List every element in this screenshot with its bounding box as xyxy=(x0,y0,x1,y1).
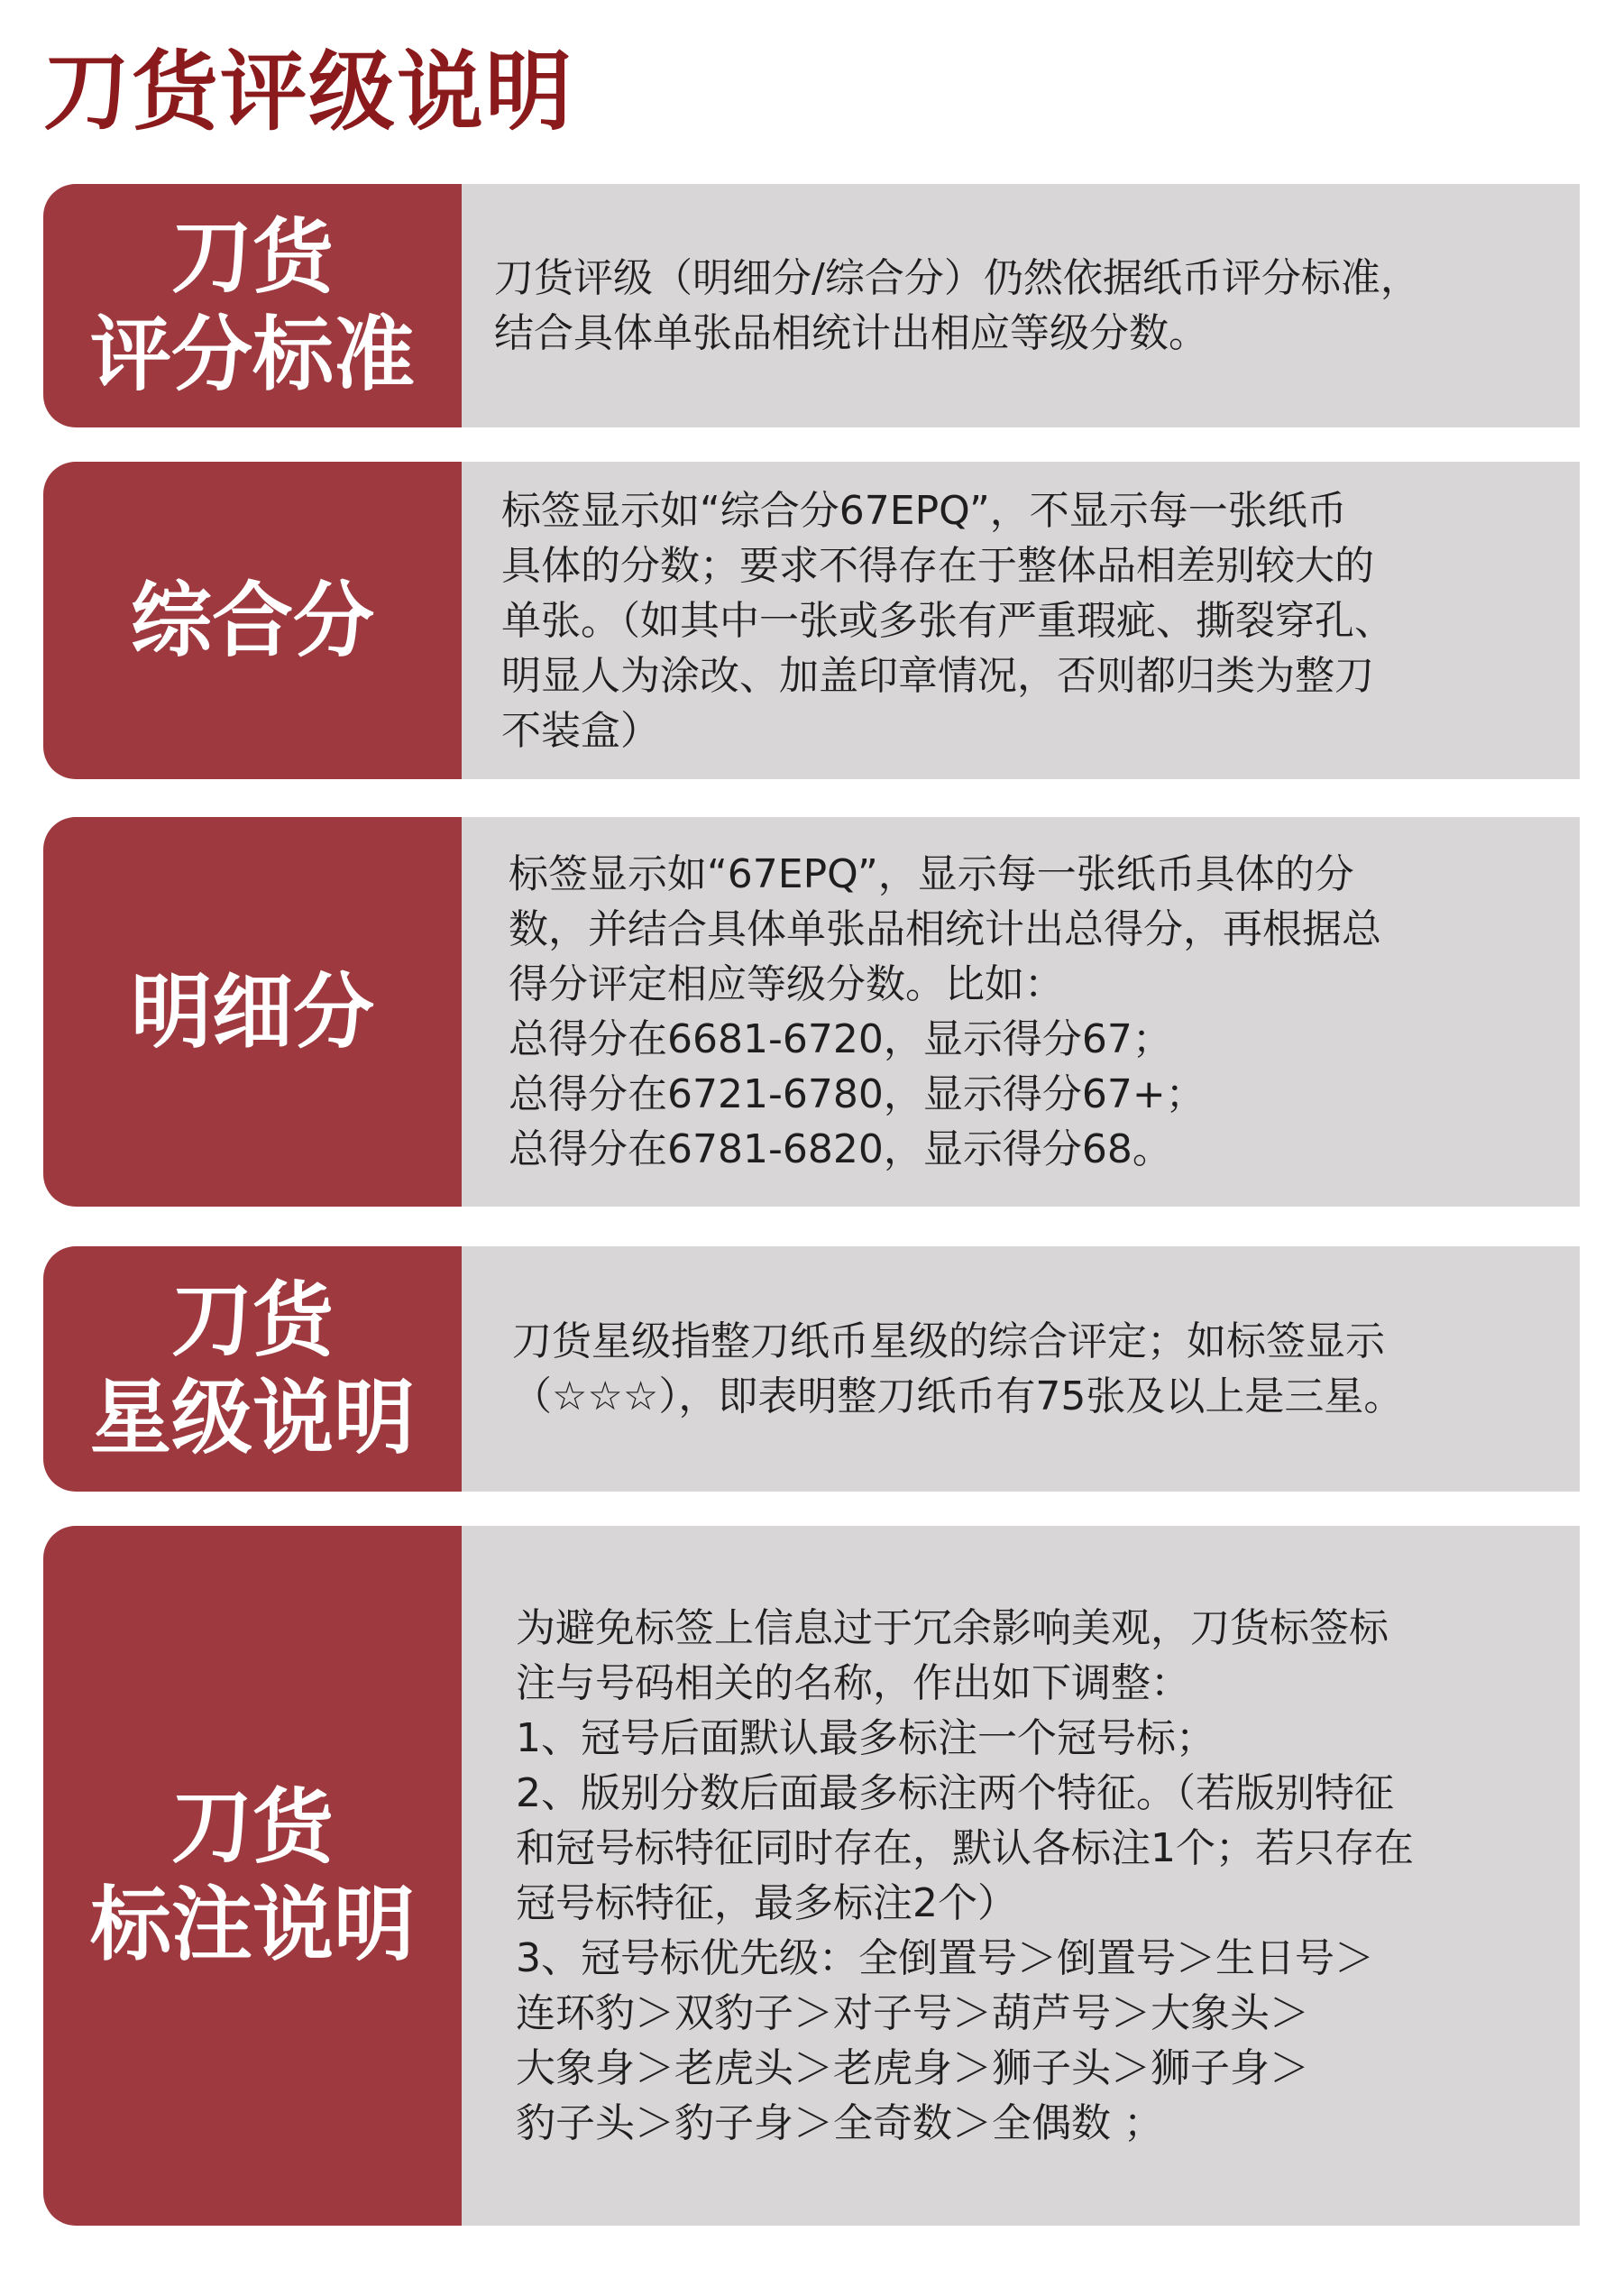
section-label xyxy=(43,1246,462,1492)
content-line: 豹子头＞豹子身＞全奇数＞全偶数 ； xyxy=(516,2100,1163,2146)
section-label-line: 星级说明 xyxy=(90,1370,415,1465)
section-label xyxy=(43,462,462,779)
content-line: 连环豹＞双豹子＞对子号＞葫芦号＞大象头＞ xyxy=(516,1990,1309,2036)
section-composite-score xyxy=(43,462,1580,779)
content-line: 标签显示如“67EPQ”，显示每一张纸币具体的分 xyxy=(509,851,1354,897)
content-line: 1、冠号后面默认最多标注一个冠号标； xyxy=(516,1715,1215,1761)
section-content xyxy=(462,1526,1580,2226)
page-title: 刀货评级说明 xyxy=(43,41,573,142)
content-line: 标签显示如“综合分67EPQ”，不显示每一张纸币 xyxy=(501,487,1347,534)
content-line: 大象身＞老虎头＞老虎身＞狮子头＞狮子身＞ xyxy=(516,2045,1309,2091)
content-line: 刀货评级（明细分/综合分）仍然依据纸币评分标准， xyxy=(494,255,1420,301)
section-label-line: 刀货 xyxy=(171,1779,334,1875)
section-detail-score xyxy=(43,817,1580,1207)
section-label-line: 综合分 xyxy=(131,573,374,668)
content-line: 总得分在6681-6720，显示得分67； xyxy=(509,1016,1172,1062)
content-line: 具体的分数；要求不得存在于整体品相差别较大的 xyxy=(501,542,1374,589)
section-label-line: 评分标准 xyxy=(90,307,415,402)
content-line: 得分评定相应等级分数。比如： xyxy=(509,961,1064,1007)
section-label-line: 明细分 xyxy=(131,964,374,1060)
content-line: 明显人为涂改、加盖印章情况，否则都归类为整刀 xyxy=(501,652,1374,699)
content-line: 总得分在6781-6820，显示得分68。 xyxy=(509,1126,1172,1172)
section-label xyxy=(43,184,462,427)
section-annotation xyxy=(43,1526,1580,2226)
content-line: 冠号标特征，最多标注2个） xyxy=(516,1880,1017,1926)
section-label-line: 刀货 xyxy=(171,209,334,305)
section-label-line: 标注说明 xyxy=(90,1877,415,1972)
content-line: 注与号码相关的名称，作出如下调整： xyxy=(516,1660,1190,1706)
section-label xyxy=(43,817,462,1207)
content-line: 刀货星级指整刀纸币星级的综合评定；如标签显示 xyxy=(512,1318,1385,1364)
content-line: （☆☆☆），即表明整刀纸币有75张及以上是三星。 xyxy=(512,1373,1404,1419)
section-scoring-standard xyxy=(43,184,1580,427)
content-line: 不装盒） xyxy=(501,707,660,754)
section-content xyxy=(462,1246,1580,1492)
section-content xyxy=(462,184,1580,427)
section-content xyxy=(462,817,1580,1207)
content-line: 3、冠号标优先级：全倒置号＞倒置号＞生日号＞ xyxy=(516,1935,1374,1981)
content-line: 和冠号标特征同时存在，默认各标注1个；若只存在 xyxy=(516,1825,1414,1871)
content-line: 2、版别分数后面最多标注两个特征。（若版别特征 xyxy=(516,1770,1394,1816)
section-content xyxy=(462,462,1580,779)
content-line: 数，并结合具体单张品相统计出总得分，再根据总 xyxy=(509,906,1381,952)
section-label xyxy=(43,1526,462,2226)
content-line: 单张。（如其中一张或多张有严重瑕疵、撕裂穿孔、 xyxy=(501,597,1394,644)
section-star-rating xyxy=(43,1246,1580,1492)
content-line: 为避免标签上信息过于冗余影响美观，刀货标签标 xyxy=(516,1605,1389,1651)
section-label-line: 刀货 xyxy=(171,1272,334,1368)
content-line: 总得分在6721-6780，显示得分67+； xyxy=(509,1071,1206,1117)
content-line: 结合具体单张品相统计出相应等级分数。 xyxy=(494,310,1208,356)
